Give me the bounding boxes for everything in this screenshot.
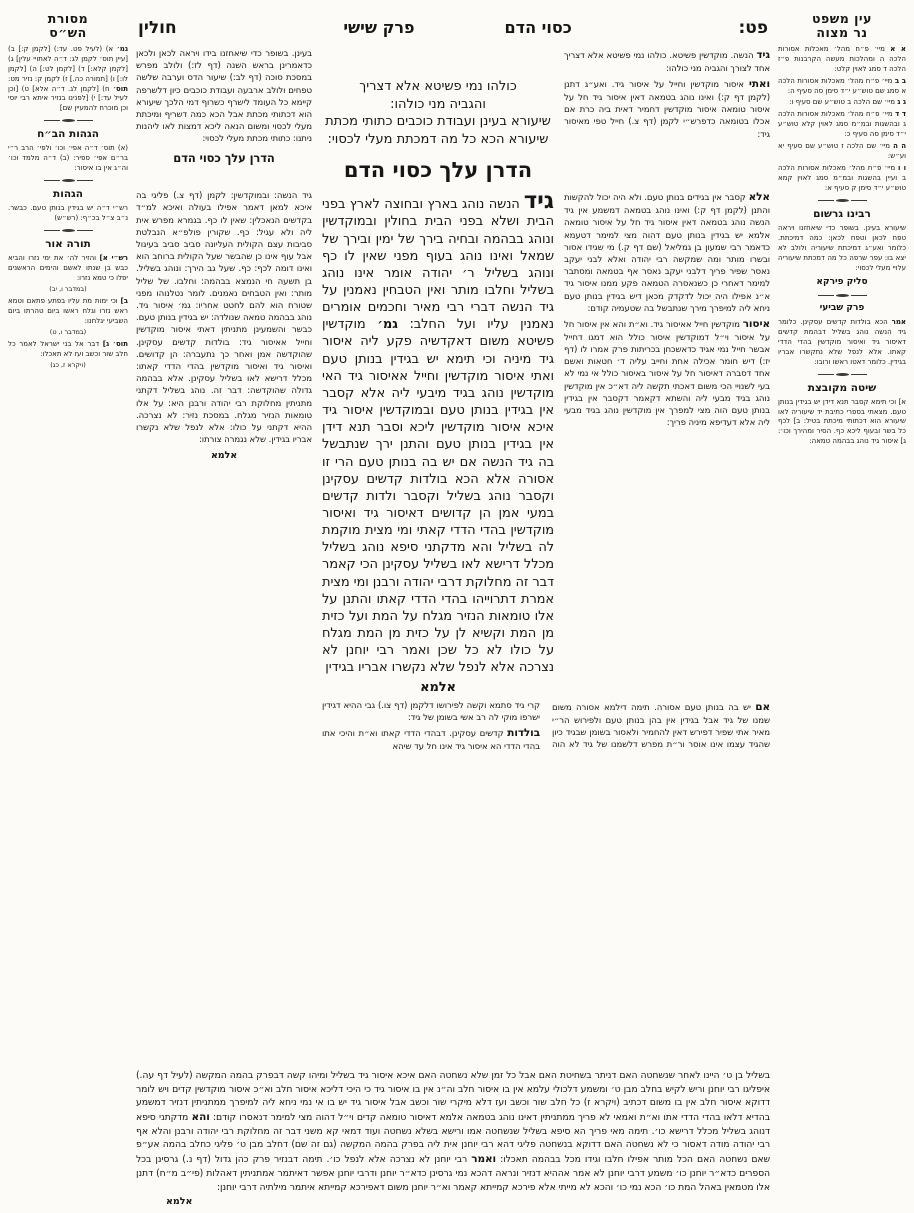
- hagahot-bach-text: (א) תוס׳ ד״ה אפי׳ וכו׳ ולפי׳ הרב ר״י בר״ם אפי׳ ספיר: (ב) ד״ה מלמד וכו׳ וה״ג אין בו איסור:: [8, 144, 128, 173]
- mesorat-hashas-text: [8, 45, 128, 115]
- section-divider: [778, 199, 906, 202]
- gemara-top: [322, 48, 554, 190]
- tosafot-lead: אלא: [748, 191, 770, 204]
- entry-text: מיי׳ פ״ח מהל׳ מאכלות אסורות הלכה א סמג שם טוש״ע י״ד סימן סה סעיף ה:: [778, 76, 906, 95]
- tosafot-bottom-text: [136, 1069, 770, 1194]
- section-divider: [778, 294, 906, 297]
- ein-mishpat-entries: [778, 45, 906, 194]
- gemara-line: שיעורא בעינן ועבודת כוכבים כתותי מכתת: [325, 114, 551, 130]
- chapter-header: [343, 18, 571, 37]
- ein-mishpat-entry: [778, 98, 906, 108]
- verse-citation: (ויקרא ז, כג): [50, 360, 86, 369]
- gemara-label: גמ׳: [377, 317, 398, 333]
- rashi-column: [136, 190, 312, 1063]
- ein-mishpat-title-line1: עין משפט: [812, 11, 872, 26]
- verse-text: דבר אל בני ישראל לאמר כל חלב שור וכשב ועז לא תאכלו:: [8, 339, 128, 358]
- entry-mark: ג ג: [897, 98, 906, 107]
- tosafot-block: [564, 190, 770, 315]
- tosafot-block: [564, 48, 770, 75]
- masechet-name: חולין: [138, 18, 177, 38]
- tosafot-text: מוקדשין חייל אאיסור גיד. וא״ת והא אין איסור חל על איסור וי״ל דמוקדשין איסור כולל הוא דמגו דחייל אבשר חייל נמי אגיד כדאשכחן בכריתות פרק אמרו לו (דף יז:) דיש חומר אכילה אחת וחייב עליה ד׳ חטאות ואשם אחד דסברה דאיסור חל על איסור באיסור כולל אי נמי לא בעי לשנויי הכי משום דאכתי תקשה ליה דא״כ אין מוקדשין נוהג בגיד מבעי ליה והשתא דקאמר דקסבר אין בגידין בנותן טעם הוה מצי למפרך אין מוקדשין נוהג בגיד מבעי ליה אלא דעדיפא מיניה פריך:: [564, 319, 770, 429]
- verse-label: תוס׳ ג]: [102, 339, 128, 348]
- entry-mark: ו ו: [898, 164, 906, 173]
- mishnah-text: הנשה נוהג בארץ ובחוצה לארץ בפני הבית ושלא בפני הבית בחולין ובמוקדשין ונוהג בבהמה ובחיה בירך של ימין ובירך של שמאל ואינו נוהג בעוף מפני שאין לו כף ונוהג בשליל ר׳ יהודה אומר אינו נוהג בשליל וחלבו מותר ואין הטבחין נאמנין על גיד הנשה דברי רבי מאיר וחכמים אומרים נאמנין עליו ועל החלב:: [322, 197, 554, 333]
- tosafot-block: [322, 726, 540, 753]
- mesorat-hashas-title: [8, 12, 128, 41]
- ein-mishpat-entry: [778, 77, 906, 97]
- torah-or-entry: [8, 340, 128, 370]
- section-divider: [8, 179, 128, 182]
- torah-or-entry: [8, 297, 128, 337]
- right-margin-column: [778, 12, 906, 1207]
- mesorat-title-line2: הש״ס: [49, 25, 87, 41]
- tosafot-block: [564, 317, 770, 430]
- tosafot-text: איסור מוקדשין וחייל על איסור גיד. ואע״ג דתנן (לקמן דף ק:) ואינו נוהג בטמאה דאין איסור גיד חל על איסור טומאה איסור מוקדשין דחמיר דאית ביה כרת אם אכלו בטומאה כדפרש״י לקמן (דף צ.) חייל טפי מאיסור גיד:: [564, 80, 770, 140]
- hagahot-title: הגהות: [53, 188, 83, 201]
- gemara-line: כולהו נמי פשיטא אלא דצריך: [359, 79, 517, 94]
- tosafot-lead: ואתי: [748, 78, 770, 91]
- verse-citation: (במדבר ו, יב): [49, 284, 87, 293]
- torah-or-entry: [8, 254, 128, 294]
- mesorat-tosafot-refs: ח) [לקמן לג. ד״ה אלא] ט) [וכן לעיל עד:] י) [לפנינו בנזיר איתא רבי יוסי וכן מוכרח להמעיין שם]: [8, 84, 128, 113]
- ein-mishpat-entry: [778, 164, 906, 194]
- ein-mishpat-title: [778, 12, 906, 41]
- bottom-catchword: אלמא: [166, 1196, 193, 1207]
- verse-text: והזיר לה׳ את ימי נזרו והביא כבש בן שנתו לאשם והימים הראשנים יפלו כי טמא נזרו:: [8, 253, 128, 282]
- page-header: [136, 12, 770, 48]
- mesorat-gemara-refs: א) (לעיל פט. עד:) [לקמן ק:] ב) [עיין תוס׳ לקמן לג: ד״ה לאתויי עלין] ג) [לקמן קלא:] ד) [לקמן לט:] ה) [לקמן לו:] ו) [תמורה כה.] ז) לקמן ק: נזיר מט:: [8, 44, 128, 83]
- rashi-main-text: גיד הנשה: ובמוקדשין: לקמן (דף צ.) פליגי בה איכא למאן דאמר אפילו בעולה ואיכא למ״ד בקדשים הנאכלין: שאין לו כף. בגמרא מפרש אית ליה ולא עגיל: כף. שקורין פולפ״א הנבלטת סביבות עצם הקולית העליונה סביב סביב בעיגול אבל עוף אינו כן שהבשר שעל הקולית ברוחב הוא ואינו דומה לכף: כף. שעל גב הירך: ונוהג בשליל. בן תשעה חי הנמצא בבהמה: וחלבו. של שליל מותר: ואין הטבחים נאמנים. לומר נטלנוהו מפני שטורח הוא להם לחטט אחריו: גמ׳ איסור גיד. נוהג בבהמה טמאה שנולדה: יש בגידין בנותן טעם. כבשר והשמעינן מתניתין דאתי איסור מוקדשין וחייל אאיסור גיד: בולדות קדשים עסקינן. שהוקדשה אמן ואחר כך נתעברה: הן קדושים. ואיסור גיד ואיסור מוקדשין בהדי הדדי קאתו: מכלל דרישא לאו בשליל עסקינן. אלא בבהמה גדולה שהוקדשה: דבר זה. נוהג בשליל דקתני מתניתין מחלוקת רבי יהודה ורבנן היא: על אלו טומאות הנזיר מגלח. במסכת נזיר: לא נצרכה. ההיא דקתני על כולו: אלא לנפל שלא נקשרו אבריו בגידין. שלא נגמרה צורתו:: [136, 191, 312, 446]
- tosafot-text: קדשים עסקינן. דבהדי הדדי קאתו וא״ת והיכי אתו בהדי הדדי הא איסור גיד אינו חל עד שיהא: [322, 729, 540, 753]
- entry-mark: ב ב: [894, 76, 906, 85]
- gemara-text: מוקדשין פשיטא משום דאקדשיה פקע ליה איסור גיד מיניה וכי תימא יש בגידין בנותן טעם ואתי איסור מוקדשין וחייל אאיסור גיד האי מוקדשין נוהג בגיד מיבעי ליה אלא קסבר אין בגידין בנותן טעם ובמוקדשין איסור גיד איכא איסור מוקדשין ליכא וסבר תנא דידן אין בגידין בנותן טעם והתנן ירך שנתבשל בה גיד הנשה אם יש בה בנותן טעם הרי זו אסורה אלא הכא בולדות קדשים עסקינן וקסבר נוהג בשליל וקסבר ולדות קדשים במעי אמן הן קדושים דאיסור גיד ואיסור מוקדשין בהדי הדדי קאתי ומי מצית מוקמת לה בשליל והא מדקתני סיפא נוהג בשליל מכלל דרישא לאו בשליל עסקינן הכי קאמר דבר זה מחלוקת דרבי יהודה ורבנן ומי מצית אמרת דתרוייהו בהדי הדדי קאתו והתנן על אלו טומאות הנזיר מגלח על המת ועל כזית מן המת וקשיא לן על כזית מן המת מגלח על כולו לא כל שכן ואמר רבי יוחנן לא נצרכה אלא לנפל שלא נקשרו אבריו בגידין: [322, 317, 554, 676]
- mesorat-gemara-label: גמ׳: [116, 44, 128, 53]
- entry-text: מיי׳ שם הלכה ז טוש״ע שם סעיף יא וע״ש:: [778, 142, 906, 161]
- rashi-top: [136, 48, 312, 190]
- veamar-text: רבי יוחנן לא נצרכה אלא לנפל כו׳. תימה דבנזיר פרק כהן גדול (דף נ.) גרסינן בכל הספרים כדא״ר יוחנן כו׳ משמע דרבי יוחנן לא אמר אההיא דנזיר ונראה דהכא נמי גרסינן כדא״ר יוחנן ודרבי יוחנן אפשר דאיתמר אמתניתין דאהלות (פי״ב מ״ח) דתנן אלו מטמאין באהל המת כו׳ הכא נמי כו׳ והכא לא מייתי אלא פירכא קמייתא קאמר וא״ר יוחנן משום דאפירכא קמייתא איתמר מילתיה דרבי יוחנן:: [136, 1153, 770, 1193]
- rashi-top-text: בעינן. בשופר כדי שיאחזנו בידו ויראה לכאן ולכאן כדאמרינן בראש השנה (דף לז:) ולולב מפרש במסכת סוכה (דף לב:) שיעור הדס וערבה שלשה טפחים ולולב ארבעה ועבודת כוכבים כיון דלשרפה קיימא כל העומד לישרף כשרוף דמי הלכך שיעורא הוא דכתותי מכתת אבל הכא כמה דשריף ומיכתת מעלי לכסוי ומשום הנאה ליכא דמצות לאו ליהנות ניתנו: כתותי מכתת מעלי לכסוי:: [136, 49, 312, 145]
- entry-text: מיי׳ פ״ח מהל׳ מאכלות אסורות הלכה ג ובהשגות ובמ״מ סמג לאוין קלא טוש״ע י״ד סימן סה סעיף כ:: [778, 110, 906, 139]
- tosafot-continuation-columns: [322, 700, 770, 1064]
- shitah-mekubetzet-text: א] וכי תימא קסבר תנא דידן יש בגידין בנותן טעם. מצאתי בספרי כתיבת יד שיעוריה לאו שיעורא הוא דכתותי מיכתת בטיל: ב] לכף כל בשר ובעוף ליכא כף. הסיר ומהירך וכו׳: ג] איסור גיד נוהג בבהמה טמאה:: [778, 397, 906, 446]
- section-divider: [778, 373, 906, 376]
- shitah-mekubetzet-title: שיטה מקובצת: [807, 381, 877, 394]
- gemara-last-lines: [322, 78, 554, 148]
- ein-mishpat-entry: [778, 142, 906, 162]
- entry-mark: א א: [890, 44, 907, 53]
- verse-text: וכי ימות מת עליו בפתע פתאם וטמא ראש נזרו וגלח ראשו ביום טהרתו ביום השביעי יגלחנו:: [8, 296, 128, 325]
- perek-name: כסוי הדם: [504, 18, 572, 37]
- rashi-hadran-header: הדרן עלך כסוי הדם: [173, 150, 275, 165]
- entry-mark: ה ה: [893, 142, 906, 151]
- ein-mishpat-entry: [778, 45, 906, 75]
- tosafot-column: [564, 190, 770, 696]
- perek-number: פרק שישי: [343, 18, 415, 37]
- entry-mark: ד ד: [895, 110, 906, 119]
- tosafot-block: [564, 77, 770, 141]
- section-divider: [8, 119, 128, 122]
- rashi-catchword: אלמא: [210, 450, 238, 462]
- gemara-column: [322, 190, 554, 696]
- main-text-area: [136, 12, 770, 1207]
- gemara-line: והגביה מני כולהו:: [390, 96, 486, 112]
- tosafot-lead: איסור: [742, 317, 770, 330]
- entry-text: מיי׳ שם הלכה ב טוש״ע שם סעיף ו:: [789, 98, 896, 107]
- entry-text: מיי׳ פ״ח מהל׳ מאכלות אסורות הלכה ב ועיין בהשגות ובמ״מ סמג לאוין קמא טוש״ע י״ד סימן ק סעיף א:: [778, 164, 906, 192]
- tosafot-lead: גיד: [756, 49, 770, 61]
- gemara-catchword: אלמא: [420, 679, 456, 695]
- tosafot-lead: אם: [755, 700, 770, 713]
- torah-or-entries: [8, 254, 128, 370]
- ein-mishpat-entry: [778, 110, 906, 140]
- verse-citation: (במדבר ו, ט): [49, 327, 87, 336]
- verse-label: ב]: [120, 296, 128, 305]
- rabbeinu-gershom-title: רבינו גרשום: [813, 207, 871, 220]
- amar-lead: אמר: [891, 318, 906, 326]
- verse-label: רש״י א]: [99, 253, 128, 262]
- amar-text: הכא בולדות קדשים עסקינן. כלומר גיד הנשה נוהג בשליל דבהמת קדשים דאיסור גיד ואיסור מוקדשין בהדי הדדי קאתו. אלא לנפל שלא נתקשרו אבריו בגידין. כלומר דאטו ראשו ורובו:: [778, 318, 906, 366]
- daf-number: פט:: [738, 18, 768, 38]
- torah-or-title: תורה אור: [45, 237, 91, 250]
- veamar-lead: ואמר: [471, 1152, 497, 1165]
- veha-text: מדקתני סיפא דנוהג בשליל מכלל דרישא כו׳. תימה מאי פריך הא סיפא בשליל שנשחטה אמו ורישא בשלא נשחטה ועוד דמאי קא משני דבר זה מחלוקת רבי יהודה ורבנן והלא אף רבי יהודה מודה דאסור כי לא נשחטה האם דדוקא בנשחטה פליגי דהא רבי יוחנן אית ליה בפרק בהמה המקשה (גם זה שם) דחלב מבן ט׳ פליגי כחלב בהמה אע״פ שאם נשחטה האם הכל מותר אפילו חלבו וגידו מכל בבהמה תאכלו:: [136, 1111, 770, 1165]
- veha-lead: והא: [191, 1110, 210, 1123]
- mesorat-tosafot-label: תוס׳: [112, 84, 128, 93]
- bottom-intro-text: בשליל בן ט׳ היינו לאחר שנשחטה האם דניתר בשחיטת האם אבל כל זמן שלא נשחטה האם איכא איסור גיד בשליל ומיהו קשה דבפרק בהמה המקשה (לעיל דף עה.) איפליגו רבי יוחנן וריש לקיש בחלב מבן ט׳ ומשמע דלכולי עלמא אין בו איסור חלב וה״נ אין בו איסור גיד כי היכי דליכא איסור חלב וא״כ איסור מוקדשין קדים ויש לומר דדוקא איסור חלב אין בו משום דכתיב (ויקרא ז) כל חלב שור וכשב ועז דלא מיקרי שור וכשב אבל איסור גיד יש בו אי נמי ניחא ליה למיפרך ממתניתין דנזיר דמשמע בהדיא דלאו בהדי הדדי אתו וא״ת ואמאי לא פריך ממתניתין דאינו נוהג בטמאה אלמא דאיסור טומאה קדים וי״ל דהוה מצי למימר דנאסרו קודם:: [136, 1070, 770, 1123]
- perek-shevii-label: פרק שביעי: [819, 303, 865, 314]
- tosafot-text: יש בה בנותן טעם אסורה. תימה דילמא אסורה משום שמנו של גיד אבל בגידין אין בהן בנותן טעם ולפירוש הר״י מאיר אתי שפיר דפירש דאין להחמיר ולאסור בשומן שבגיד כיון שהגיד עצמו אינו אוסר ור״ת מפרש דלשמנו של גיד לא הוה קרי גיד סתמא וקשה לפירושו דלקמן (דף צו.) גבי ההיא דגידין ישרפו מוקי לה רב אשי בשומן של גיד:: [322, 700, 770, 751]
- hadran-header: הדרן עלך כסוי הדם: [343, 158, 533, 183]
- tosafot-top: [564, 48, 770, 190]
- ein-mishpat-title-line2: נר מצוה: [816, 25, 868, 41]
- tosafot-lead: בולדות: [507, 727, 540, 740]
- left-margin-column: [8, 12, 128, 1207]
- tosafot-text: קסבר אין בגידים בנותן טעם. ולא היה יכול להקשות והתנן (לקמן דף ק:) ואינו נוהג בטמאה דמשמע אין גיד הנשה נוהג בטמאה דאין איסור גיד חל על איסור טומאה אלמא יש בגידין בנותן טעם דהוה מצי למימר דטעמא כדאמר רבי שמעון בן גמליאל (שם דף ק.) מי שגידו אסור ובשרו מותר ומה שמקשה רבי יהודה ואלא לבני יעקב נאסר שפיר פריך דלבני יעקב נאסר אף בטמאה ומסתבר למימר דאחרי כן כשנאסרה הטמאה פקע ממנו איסור גיד א״נ אפילו היה יכול לדקדק מכאן דיש בגידין בנותן טעם ניחא ליה למיפרך מירך שנתבשל בה שטעמיה קודם:: [564, 193, 770, 314]
- gemara-line: שיעורא הכא כל מה דמכתת מעלי לכסוי:: [327, 131, 549, 147]
- entry-text: מיי׳ פ״ח מהל׳ מאכלות אסורות הלכה ה ומהלכות מעשה הקרבנות פ״ז הלכה ד סמג לאוין קלט:: [778, 44, 906, 73]
- tosafot-text: הנשה. מוקדשין פשיטא. כולהו נמי פשיטא אלא דצריך אחד לצורך והגביה מני כולהו:: [564, 51, 770, 74]
- section-divider: [8, 229, 128, 232]
- mishnah-initial-word: גיד: [523, 188, 554, 215]
- rabbeinu-gershom-text: שיעורא בעינן. בשופר כדי שיאחזנו ויראה טפח לכאן וטפח לכאן: כמה דמיכתת. כלומר ואע״ג דמיכתת שיעוריה ולולב לא יצא בו: עפר שרפה כל מה דמכתת שיעוריה עלויי מעלי לכסוי:: [778, 223, 906, 272]
- tosafot-bottom-block: [136, 1069, 770, 1207]
- rabbeinu-gershom-perek7: [778, 318, 906, 368]
- mesorat-title-line1: מסורת: [47, 11, 89, 26]
- slik-pirka-label: סליק פירקא: [816, 277, 868, 288]
- hagahot-bach-title: הגהות הב״ח: [37, 128, 99, 141]
- hagahot-text: רש״י ד״ה יש בגידין בנותן טעם. כבשר. נ״ב צ״ל בכ״ף: (רש״ש): [8, 203, 128, 222]
